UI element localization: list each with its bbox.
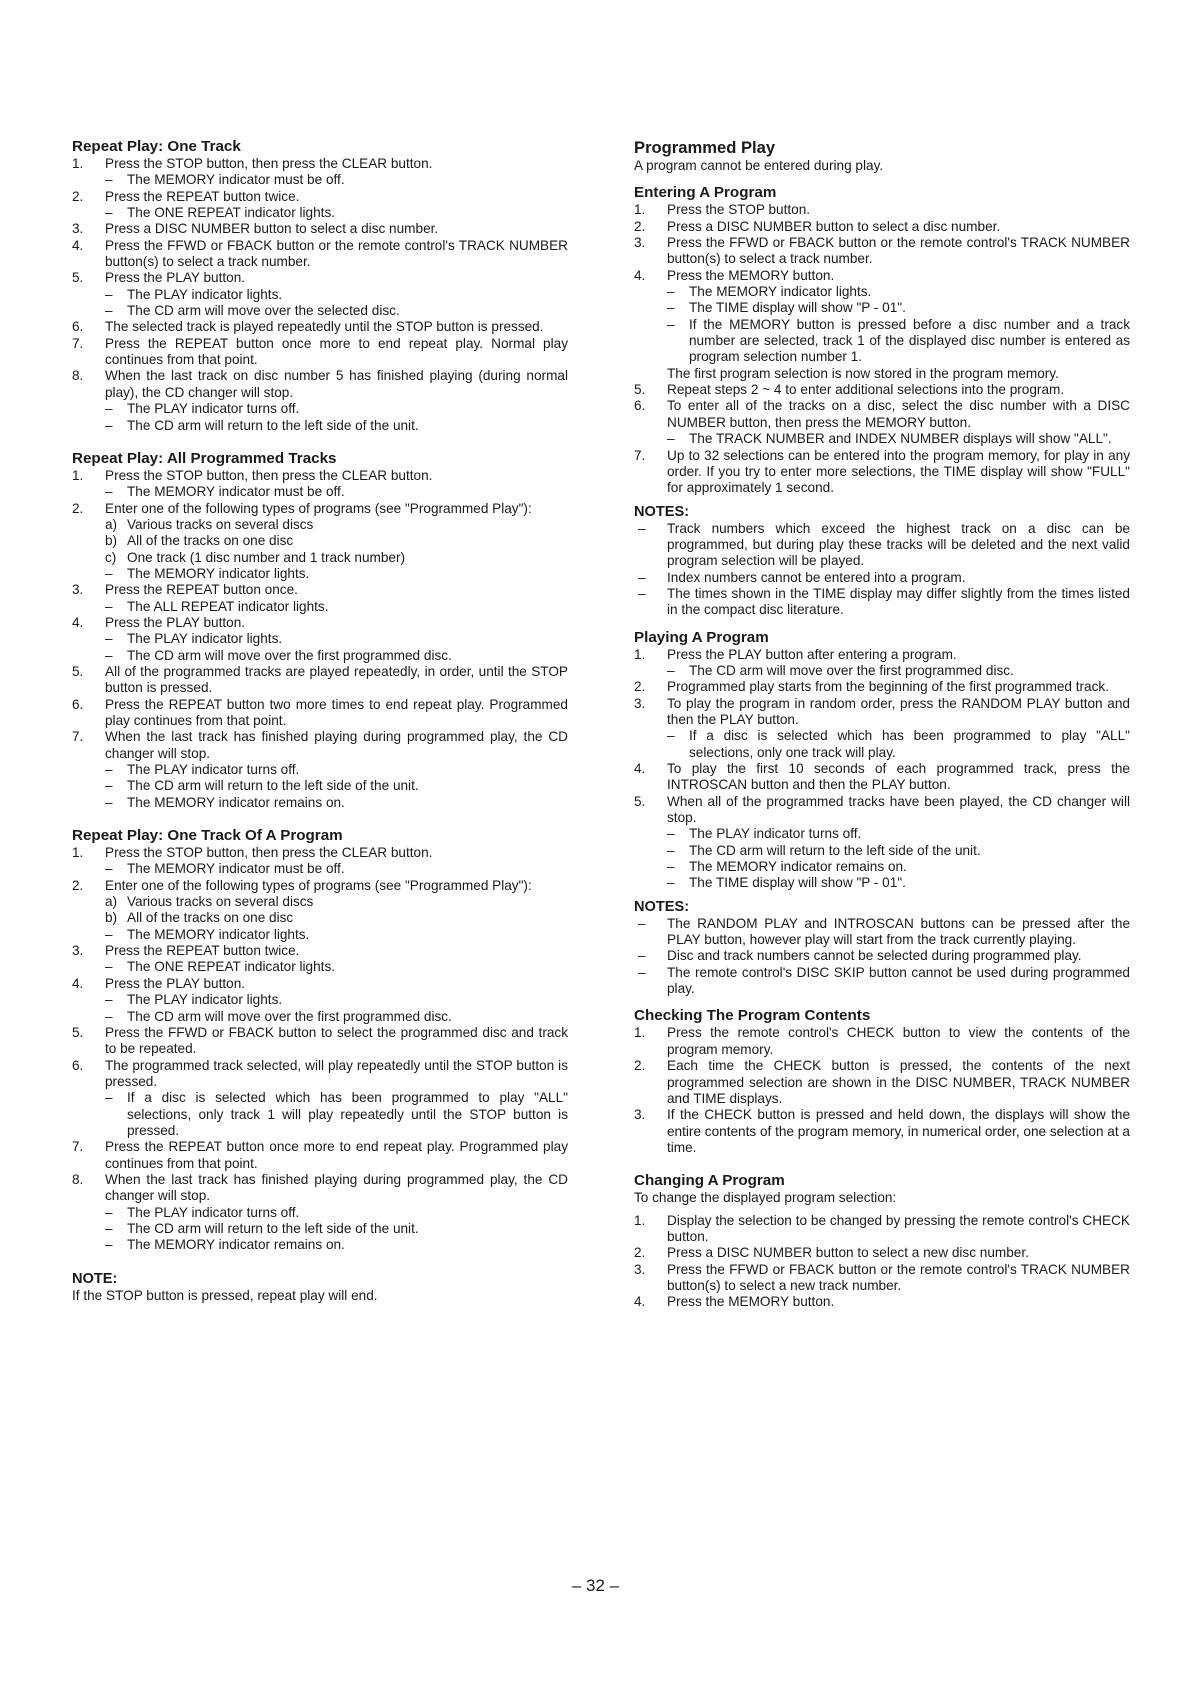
step-text: Press a DISC NUMBER button to select a new disc number. — [667, 1245, 1029, 1261]
step-item: 3. To play the program in random order, press the RANDOM PLAY button and then the PLAY button. – If a disc is selected which has been programmed to play "ALL" selections, only one track will play. — [634, 695, 1130, 760]
section-heading: Repeat Play: One Track — [72, 138, 241, 155]
step-item: 2. Programmed play starts from the beginning of the first programmed track. — [634, 679, 1109, 695]
right-column — [634, 138, 1130, 1311]
step-item: 5. All of the programmed tracks are played repeatedly, in order, until the STOP button is pressed. — [72, 663, 568, 696]
step-item: 4. Press the PLAY button. – The PLAY indicator lights. – The CD arm will move over the first programmed disc. — [72, 976, 568, 1025]
step-list — [634, 1025, 1130, 1156]
step-text: Press the FFWD or FBACK button to select the programmed disc and track to be repeated. — [105, 1024, 568, 1057]
section-heading: Repeat Play: All Programmed Tracks — [72, 449, 337, 467]
step-item: 1. Press the PLAY button after entering a program. – The CD arm will move over the first programmed disc. — [634, 647, 1130, 680]
step-item: 7. Up to 32 selections can be entered into the program memory, for play in any order. If you try to enter more selections, the TIME display will show "FULL" for approximately 1 second. — [634, 447, 1130, 496]
step-item — [72, 156, 568, 189]
step-text: Press the FFWD or FBACK button or the remote control's TRACK NUMBER button(s) to select a track number. — [105, 237, 568, 270]
sub-item: a) Various tracks on several discs — [105, 894, 314, 910]
section-heading: Playing A Program — [634, 628, 769, 646]
step-item — [72, 238, 568, 271]
sub-item: – The PLAY indicator turns off. — [105, 762, 300, 778]
step-number: 5. — [72, 270, 84, 286]
step-item: 3. Press the REPEAT button once. – The ALL REPEAT indicator lights. — [72, 582, 568, 615]
sub-item: – The MEMORY indicator must be off. — [105, 861, 345, 877]
page-number: – 32 – — [571, 1576, 620, 1595]
sub-item: – The PLAY indicator lights. — [105, 286, 283, 302]
sub-item: – The CD arm will move over the selected disc. — [105, 303, 400, 319]
step-item: 4. Press the PLAY button. – The PLAY indicator lights. – The CD arm will move over the first programmed disc. — [72, 615, 568, 664]
step-text: Press the PLAY button. — [105, 975, 246, 991]
sub-item: – The CD arm will return to the left side of the unit. — [105, 417, 419, 433]
step-text: When the last track has finished playing during programmed play, the CD changer will stop. — [105, 729, 568, 761]
step-text: Programmed play starts from the beginning of the first programmed track. — [667, 679, 1109, 695]
step-item: 6. The programmed track selected, will play repeatedly until the STOP button is pressed. – If a disc is selected which has been programmed to play "ALL" selections, only track 1 will play repeatedly until the STOP button is pressed. — [72, 1057, 568, 1138]
step-item: 2. Enter one of the following types of programs (see "Programmed Play"): a) Various tracks on several discs b) All of the tracks on one disc – The MEMORY indicator lights. — [72, 878, 568, 943]
sub-item: – The ALL REPEAT indicator lights. — [105, 598, 329, 614]
section-playing-program — [634, 629, 1130, 892]
step-text: When all of the programmed tracks have been played, the CD changer will stop. — [667, 793, 1130, 826]
sub-item: – The MEMORY indicator must be off. — [105, 172, 345, 188]
step-item — [72, 270, 568, 319]
step-list — [72, 468, 568, 811]
note-block — [72, 1270, 568, 1304]
sub-item: – The CD arm will return to the left side of the unit. — [667, 842, 981, 858]
step-item: 5. When all of the programmed tracks have been played, the CD changer will stop. – The PLAY indicator turns off. – The CD arm will return to the left side of the unit. – The MEMORY indicator remains on. – The TIME display will show "P - 01". — [634, 793, 1130, 891]
section-heading: Checking The Program Contents — [634, 1007, 871, 1025]
step-text: Repeat steps 2 ~ 4 to enter additional selections into the program. — [667, 382, 1065, 398]
step-item — [72, 336, 568, 369]
sub-item: – If a disc is selected which has been programmed to play "ALL" selections, only track 1 will play repeatedly until the STOP button is pressed. — [105, 1090, 568, 1138]
sub-item: – The PLAY indicator lights. — [105, 631, 283, 647]
step-item: 1. Press the STOP button, then press the CLEAR button. – The MEMORY indicator must be off. — [72, 845, 568, 878]
step-number: 7. — [72, 335, 84, 351]
section-intro: To change the displayed program selection: — [634, 1190, 897, 1206]
step-text: Press the REPEAT button two more times to end repeat play. Programmed play continues from that point. — [105, 696, 568, 728]
step-text: Press the MEMORY button. — [667, 267, 835, 283]
step-followup: The first program selection is now stored in the program memory. — [667, 365, 1059, 381]
sub-item: – The PLAY indicator turns off. — [667, 826, 862, 842]
sub-item: – The CD arm will move over the first programmed disc. — [667, 662, 1014, 678]
step-item: 5. Press the FFWD or FBACK button to select the programmed disc and track to be repeated. — [72, 1024, 568, 1057]
sub-item: – The CD arm will move over the first programmed disc. — [105, 647, 452, 663]
step-list — [634, 202, 1130, 496]
step-number: 6. — [72, 319, 84, 335]
section-heading: Programmed Play — [634, 138, 776, 157]
step-text: Press the REPEAT button twice. — [105, 188, 300, 204]
sub-item: – The MEMORY indicator lights. — [105, 565, 310, 581]
step-item: 5. Repeat steps 2 ~ 4 to enter additional selections into the program. — [634, 382, 1065, 398]
step-text: To play the program in random order, press the RANDOM PLAY button and then the PLAY button. — [667, 695, 1130, 727]
step-text: Display the selection to be changed by pressing the remote control's CHECK button. — [667, 1212, 1130, 1244]
sub-item: c) One track (1 disc number and 1 track number) — [105, 549, 406, 565]
sub-item: – The TRACK NUMBER and INDEX NUMBER displays will show "ALL". — [667, 431, 1112, 447]
step-text: Enter one of the following types of programs (see "Programmed Play"): — [105, 877, 532, 893]
step-text: Up to 32 selections can be entered into the program memory, for play in any order. If you try to enter more selections, the TIME display will show "FULL" for approximately 1 second. — [667, 447, 1130, 496]
step-item: 6. Press the REPEAT button two more times to end repeat play. Programmed play continues from that point. — [72, 696, 568, 728]
step-number: 4. — [72, 237, 84, 253]
note-item: – Disc and track numbers cannot be selected during programmed play. — [638, 948, 1082, 964]
section-heading: Changing A Program — [634, 1172, 785, 1190]
section-repeat-one-track-of-program — [72, 827, 568, 1254]
note-heading: NOTE: — [72, 1270, 118, 1287]
sub-item: – The PLAY indicator turns off. — [105, 401, 300, 417]
step-text: All of the programmed tracks are played repeatedly, in order, until the STOP button is pressed. — [105, 663, 568, 696]
sub-item: – The CD arm will return to the left side of the unit. — [105, 1220, 419, 1236]
section-repeat-one-track — [72, 138, 568, 434]
section-changing-program — [634, 1172, 1130, 1310]
note-item: – The times shown in the TIME display may differ slightly from the times listed in the compact disc literature. — [638, 585, 1130, 618]
step-text: Press a DISC NUMBER button to select a disc number. — [105, 221, 439, 237]
step-number: 3. — [72, 221, 84, 237]
step-text: Press a DISC NUMBER button to select a disc number. — [667, 218, 1001, 234]
step-item — [72, 368, 568, 433]
step-text: The programmed track selected, will play repeatedly until the STOP button is pressed. — [105, 1057, 568, 1089]
section-intro: A program cannot be entered during play. — [634, 158, 884, 173]
sub-item: b) All of the tracks on one disc — [105, 910, 294, 926]
step-item: 3. Press the FFWD or FBACK button or the remote control's TRACK NUMBER button(s) to select a track number. — [634, 235, 1130, 267]
step-text: Each time the CHECK button is pressed, the contents of the next programmed selection are shown in the DISC NUMBER, TRACK NUMBER and TIME displays. — [667, 1058, 1130, 1106]
section-heading: Entering A Program — [634, 184, 777, 202]
step-list — [72, 845, 568, 1254]
step-text: To play the first 10 seconds of each programmed track, press the INTROSCAN button and then the PLAY button. — [667, 761, 1130, 793]
sub-item: – The CD arm will return to the left side of the unit. — [105, 778, 419, 794]
step-text: Press the remote control's CHECK button to view the contents of the program memory. — [667, 1025, 1130, 1057]
sub-item: b) All of the tracks on one disc — [105, 533, 294, 549]
step-item: 8. When the last track has finished playing during programmed play, the CD changer will stop. – The PLAY indicator turns off. – The CD arm will return to the left side of the unit. – The MEMORY indicator remains on. — [72, 1171, 568, 1253]
sub-item: – The ONE REPEAT indicator lights. — [105, 959, 336, 975]
sub-item: a) Various tracks on several discs — [105, 516, 314, 532]
step-number: 2. — [72, 188, 84, 204]
note-text: If the STOP button is pressed, repeat play will end. — [72, 1287, 378, 1303]
left-column — [72, 138, 568, 1304]
step-item — [72, 189, 568, 222]
section-checking-program — [634, 1007, 1130, 1156]
step-text: Press the FFWD or FBACK button or the remote control's TRACK NUMBER button(s) to select a new track number. — [667, 1261, 1130, 1293]
step-item: 7. Press the REPEAT button once more to end repeat play. Programmed play continues from that point. — [72, 1139, 568, 1171]
step-text: Press the REPEAT button once more to end repeat play. Normal play continues from that point. — [105, 335, 568, 368]
sub-item: – The PLAY indicator turns off. — [105, 1204, 300, 1220]
step-text: Press the STOP button, then press the CLEAR button. — [105, 467, 433, 483]
step-item: 2. Press a DISC NUMBER button to select a new disc number. — [634, 1245, 1029, 1261]
note-item: – The RANDOM PLAY and INTROSCAN buttons can be pressed after the PLAY button, however play will start from the track currently playing. — [638, 915, 1130, 948]
step-list — [634, 1213, 1130, 1311]
step-text: Press the REPEAT button once. — [105, 582, 298, 598]
step-item — [72, 221, 568, 237]
section-programmed-play — [634, 138, 1130, 174]
sub-item: – The MEMORY indicator lights. — [105, 926, 310, 942]
step-list — [72, 156, 568, 434]
notes-heading: NOTES: — [634, 503, 690, 520]
sub-item: – The MEMORY indicator lights. — [667, 284, 872, 300]
notes-heading: NOTES: — [634, 898, 690, 915]
step-item: 1. Display the selection to be changed by pressing the remote control's CHECK button. — [634, 1212, 1130, 1244]
sub-item: – The MEMORY indicator remains on. — [667, 859, 907, 875]
step-text: If the CHECK button is pressed and held down, the displays will show the entire contents of the program memory, in numerical order, one selection at a time. — [667, 1107, 1130, 1155]
sub-item: – If the MEMORY button is pressed before a disc number and a track number are selected, track 1 of the displayed disc number is entered as program selection number 1. — [667, 316, 1130, 365]
step-text: Press the FFWD or FBACK button or the remote control's TRACK NUMBER button(s) to select a track number. — [667, 235, 1130, 267]
step-item: 2. Enter one of the following types of programs (see "Programmed Play"): a) Various tracks on several discs b) All of the tracks on one disc c) One track (1 disc number and 1 track number) – The MEMORY indicator lights. — [72, 501, 568, 583]
note-item: – Track numbers which exceed the highest track on a disc can be programmed, but during play these tracks will be deleted and the next valid program selection will be played. — [638, 520, 1130, 569]
step-text: When the last track on disc number 5 has finished playing (during normal play), the CD changer will stop. — [105, 368, 568, 400]
step-text: Press the PLAY button after entering a program. — [667, 646, 957, 662]
step-item — [72, 319, 568, 335]
step-list — [634, 647, 1130, 892]
sub-item: – The TIME display will show "P - 01". — [667, 875, 906, 891]
step-item: 1. Press the STOP button, then press the CLEAR button. – The MEMORY indicator must be off. — [72, 468, 568, 501]
step-number: 1. — [72, 156, 84, 171]
step-text: The selected track is played repeatedly until the STOP button is pressed. — [105, 319, 544, 335]
step-text: To enter all of the tracks on a disc, select the disc number with a DISC NUMBER button, then press the MEMORY button. — [667, 398, 1130, 430]
step-text: Press the REPEAT button twice. — [105, 943, 300, 959]
sub-item: – The ONE REPEAT indicator lights. — [105, 205, 336, 221]
step-item: 2. Press a DISC NUMBER button to select a disc number. — [634, 218, 1001, 234]
sub-item: – If a disc is selected which has been programmed to play "ALL" selections, only one track will play. — [667, 728, 1130, 760]
step-item: 3. If the CHECK button is pressed and held down, the displays will show the entire contents of the program memory, in numerical order, one selection at a time. — [634, 1107, 1130, 1155]
sub-item: – The PLAY indicator lights. — [105, 992, 283, 1008]
step-number: 8. — [72, 368, 84, 384]
step-item: 1. Press the STOP button. — [634, 202, 811, 218]
sub-item: – The CD arm will move over the first programmed disc. — [105, 1008, 452, 1024]
section-repeat-all-programmed — [72, 450, 568, 811]
step-text: Press the PLAY button. — [105, 614, 246, 630]
step-item: 4. Press the MEMORY button. — [634, 1294, 835, 1310]
step-text: Press the REPEAT button once more to end repeat play. Programmed play continues from that point. — [105, 1139, 568, 1171]
sub-item: – The MEMORY indicator remains on. — [105, 1237, 345, 1253]
step-text: Enter one of the following types of programs (see "Programmed Play"): — [105, 500, 532, 516]
step-item: 6. To enter all of the tracks on a disc, select the disc number with a DISC NUMBER button, then press the MEMORY button. – The TRACK NUMBER and INDEX NUMBER displays will show "ALL". — [634, 398, 1130, 447]
sub-item: – The MEMORY indicator must be off. — [105, 484, 345, 500]
step-item: 1. Press the remote control's CHECK button to view the contents of the program memory. — [634, 1025, 1130, 1057]
step-item: 3. Press the FFWD or FBACK button or the remote control's TRACK NUMBER button(s) to select a new track number. — [634, 1261, 1130, 1293]
step-item: 3. Press the REPEAT button twice. – The ONE REPEAT indicator lights. — [72, 943, 568, 976]
step-text: Press the STOP button, then press the CLEAR button. — [105, 845, 433, 861]
notes-block — [634, 898, 1130, 998]
step-text: When the last track has finished playing during programmed play, the CD changer will stop. — [105, 1171, 568, 1204]
note-item: – The remote control's DISC SKIP button cannot be used during programmed play. — [638, 964, 1130, 997]
sub-item: – The MEMORY indicator remains on. — [105, 794, 345, 810]
step-item: 4. To play the first 10 seconds of each programmed track, press the INTROSCAN button and then the PLAY button. — [634, 761, 1130, 793]
step-text: Press the MEMORY button. — [667, 1294, 835, 1310]
sub-item: – The TIME display will show "P - 01". — [667, 300, 906, 316]
note-item: – Index numbers cannot be entered into a program. — [638, 569, 966, 585]
step-text: Press the PLAY button. — [105, 270, 246, 286]
step-item: 2. Each time the CHECK button is pressed, the contents of the next programmed selection are shown in the DISC NUMBER, TRACK NUMBER and TIME displays. — [634, 1058, 1130, 1106]
step-text: Press the STOP button. — [667, 202, 811, 218]
notes-block — [634, 503, 1130, 619]
step-text: Press the STOP button, then press the CLEAR button. — [105, 156, 433, 171]
step-item: 7. When the last track has finished playing during programmed play, the CD changer will stop. – The PLAY indicator turns off. – The CD arm will return to the left side of the unit. – The MEMORY indicator remains on. — [72, 729, 568, 810]
section-entering-program — [634, 184, 1130, 496]
section-heading: Repeat Play: One Track Of A Program — [72, 827, 343, 845]
step-item: 4. Press the MEMORY button. – The MEMORY indicator lights. – The TIME display will show "P - 01". – If the MEMORY button is pressed before a disc number and a track number are selected, track 1 of the displayed disc number is entered as program selection number 1. The first program selection is now stored in the program memory. — [634, 267, 1130, 381]
